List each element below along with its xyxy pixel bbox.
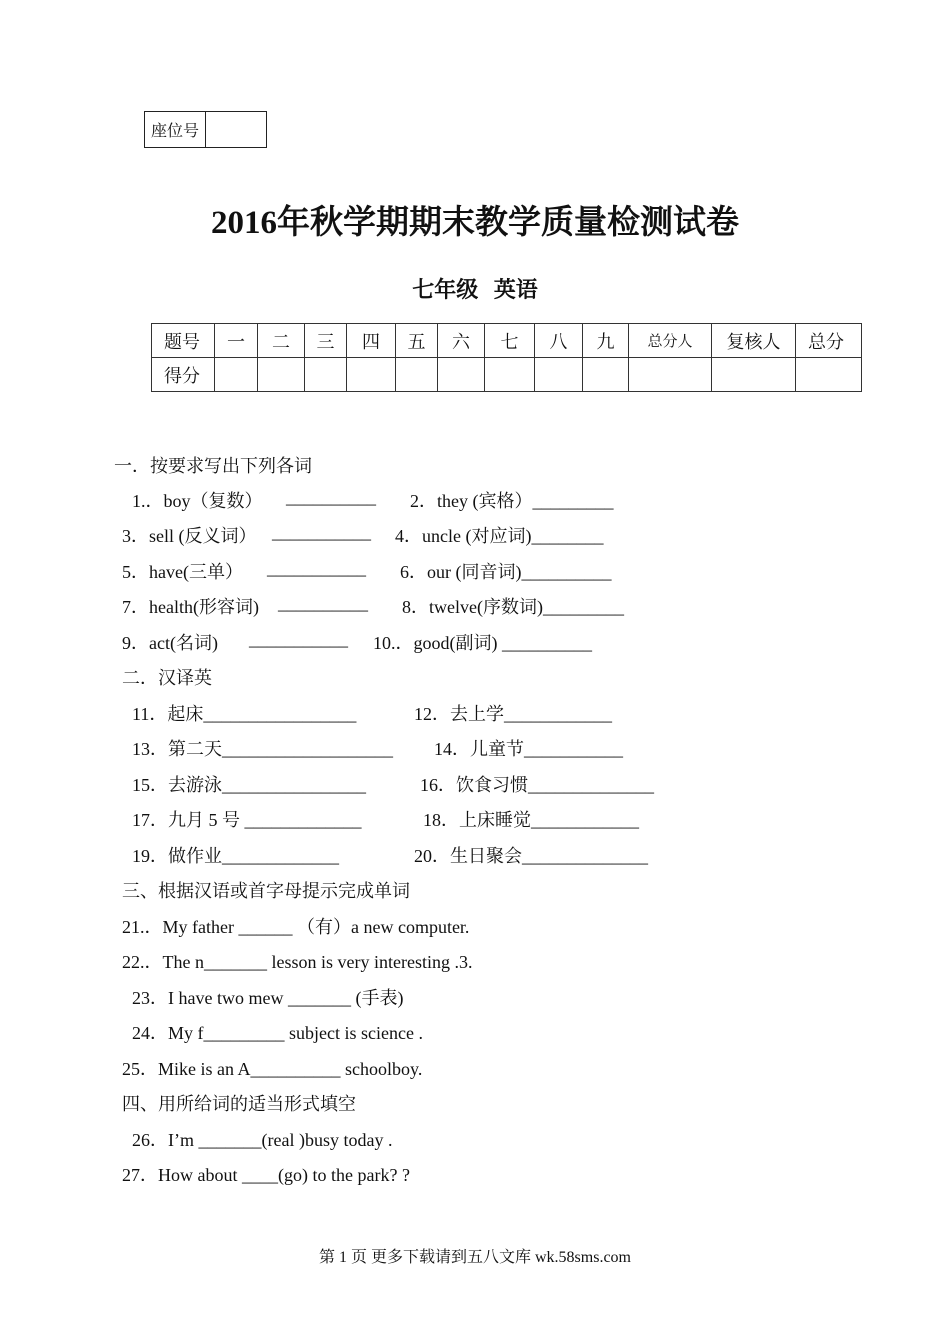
question: 8．twelve(序数词)_________ (402, 597, 624, 617)
answer-blank[interactable]: __________ (286, 487, 376, 507)
question: 16．饮食习惯______________ (420, 775, 654, 795)
section-heading: 三、根据汉语或首字母提示完成单词 (122, 881, 410, 901)
question: 24．My f_________ subject is science . (132, 1023, 423, 1043)
question: 11．起床_________________ (132, 704, 357, 724)
question: 20．生日聚会______________ (414, 846, 648, 866)
page-footer: 第 1 页 更多下载请到五八文库 wk.58sms.com (318, 1249, 631, 1266)
header-cell: 六 (438, 324, 485, 358)
question: 2．they (宾格）_________ (410, 491, 614, 511)
exam-subtitle: 七年级 英语 (412, 277, 538, 302)
section-heading: 四、用所给词的适当形式填空 (122, 1094, 356, 1114)
answer-blank[interactable]: ___________ (267, 558, 366, 578)
answer-blank[interactable]: __________ (278, 593, 368, 613)
question: 26．I’m _______(real )busy today . (132, 1130, 393, 1150)
question: 7．health(形容词) (122, 597, 259, 617)
exam-title: 2016年秋学期期末教学质量检测试卷 (211, 205, 739, 241)
question: 10.．good(副词) __________ (373, 633, 592, 653)
header-cell: 四 (347, 324, 396, 358)
question: 27．How about ____(go) to the park? ? (122, 1165, 410, 1185)
header-cell: 八 (535, 324, 583, 358)
question: 1.．boy（复数） (132, 491, 263, 511)
header-cell: 总分 (796, 324, 862, 358)
header-cell: 二 (258, 324, 305, 358)
answer-blank[interactable]: ___________ (249, 629, 348, 649)
seat-number-label: 座位号 (145, 112, 206, 148)
section-heading: 一．按要求写出下列各词 (114, 456, 312, 476)
question: 22.．The n_______ lesson is very interesting .3. (122, 952, 473, 972)
question: 14．儿童节___________ (434, 739, 623, 759)
score-row-label: 得分 (152, 358, 215, 392)
header-cell: 题号 (152, 324, 215, 358)
question: 13．第二天___________________ (132, 739, 393, 759)
question: 5．have(三单） (122, 562, 243, 582)
header-cell: 九 (583, 324, 629, 358)
question: 3．sell (反义词） (122, 526, 257, 546)
question: 12．去上学____________ (414, 704, 612, 724)
question: 15．去游泳________________ (132, 775, 366, 795)
section-heading: 二．汉译英 (122, 668, 212, 688)
header-cell: 三 (305, 324, 347, 358)
header-cell: 五 (396, 324, 438, 358)
header-cell: 一 (215, 324, 258, 358)
header-cell: 七 (485, 324, 535, 358)
question: 21.．My father ______ （有）a new computer. (122, 917, 470, 937)
question: 18．上床睡觉____________ (423, 810, 639, 830)
question: 17．九月 5 号 _____________ (132, 810, 362, 830)
question: 25．Mike is an A__________ schoolboy. (122, 1059, 423, 1079)
answer-blank[interactable]: ___________ (272, 522, 371, 542)
question: 4．uncle (对应词)________ (395, 526, 604, 546)
question: 9．act(名词) (122, 633, 218, 653)
header-cell: 总分人 (629, 324, 712, 358)
question: 6．our (同音词)__________ (400, 562, 612, 582)
header-cell: 复核人 (712, 324, 796, 358)
question: 19．做作业_____________ (132, 846, 339, 866)
question: 23．I have two mew _______ (手表) (132, 988, 404, 1008)
